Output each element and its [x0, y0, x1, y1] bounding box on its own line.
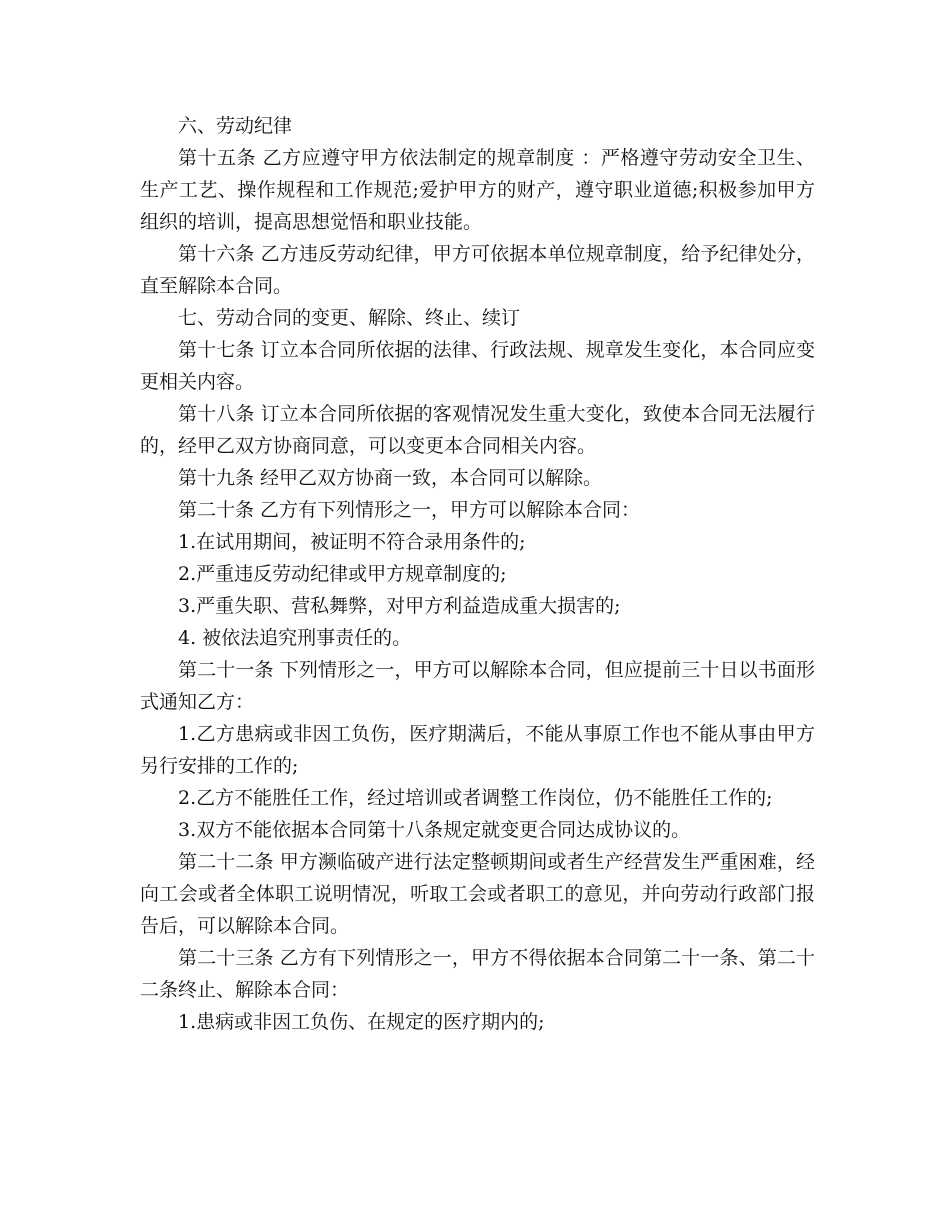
article-20-item-1: 1.在试用期间，被证明不符合录用条件的; [178, 531, 526, 553]
article-20: 第二十条 乙方有下列情形之一，甲方可以解除本合同： [178, 499, 641, 521]
article-20-item-4: 4. 被依法追究刑事责任的。 [178, 627, 412, 649]
article-21-item-1: 1.乙方患病或非因工负伤，医疗期满后，不能从事原工作也不能从事由甲方另行安排的工作的; [140, 723, 815, 777]
article-22: 第二十二条 甲方濒临破产进行法定整顿期间或者生产经营发生严重困难，经向工会或者全体职工说明情况，听取工会或者职工的意见，并向劳动行政部门报告后，可以解除本合同。 [140, 851, 815, 937]
article-16: 第十六条 乙方违反劳动纪律，甲方可依据本单位规章制度，给予纪律处分，直至解除本合同。 [140, 243, 815, 297]
article-20-item-2: 2.严重违反劳动纪律或甲方规章制度的; [178, 563, 507, 585]
article-21: 第二十一条 下列情形之一，甲方可以解除本合同，但应提前三十日以书面形式通知乙方： [140, 659, 815, 713]
article-19: 第十九条 经甲乙双方协商一致，本合同可以解除。 [178, 467, 603, 489]
article-23: 第二十三条 乙方有下列情形之一，甲方不得依据本合同第二十一条、第二十二条终止、解除本合同： [140, 947, 815, 1001]
section-heading-contract-changes: 七、劳动合同的变更、解除、终止、续订 [178, 307, 521, 329]
article-21-item-3: 3.双方不能依据本合同第十八条规定就变更合同达成协议的。 [178, 819, 691, 841]
article-15: 第十五条 乙方应遵守甲方依法制定的规章制度 ：严格遵守劳动安全卫生、生产工艺、操作规程和工作规范;爱护甲方的财产，遵守职业道德;积极参加甲方组织的培训，提高思想觉悟和职业技能。 [140, 147, 815, 233]
section-heading-labor-discipline: 六、劳动纪律 [178, 115, 293, 137]
article-21-item-2: 2.乙方不能胜任工作，经过培训或者调整工作岗位，仍不能胜任工作的; [178, 787, 773, 809]
document-page [140, 110, 815, 1038]
article-23-item-1: 1.患病或非因工负伤、在规定的医疗期内的; [178, 1011, 545, 1033]
article-20-item-3: 3.严重失职、营私舞弊，对甲方利益造成重大损害的; [178, 595, 621, 617]
article-18: 第十八条 订立本合同所依据的客观情况发生重大变化，致使本合同无法履行的，经甲乙双方协商同意，可以变更本合同相关内容。 [140, 403, 815, 457]
article-17: 第十七条 订立本合同所依据的法律、行政法规、规章发生变化，本合同应变更相关内容。 [140, 339, 815, 393]
